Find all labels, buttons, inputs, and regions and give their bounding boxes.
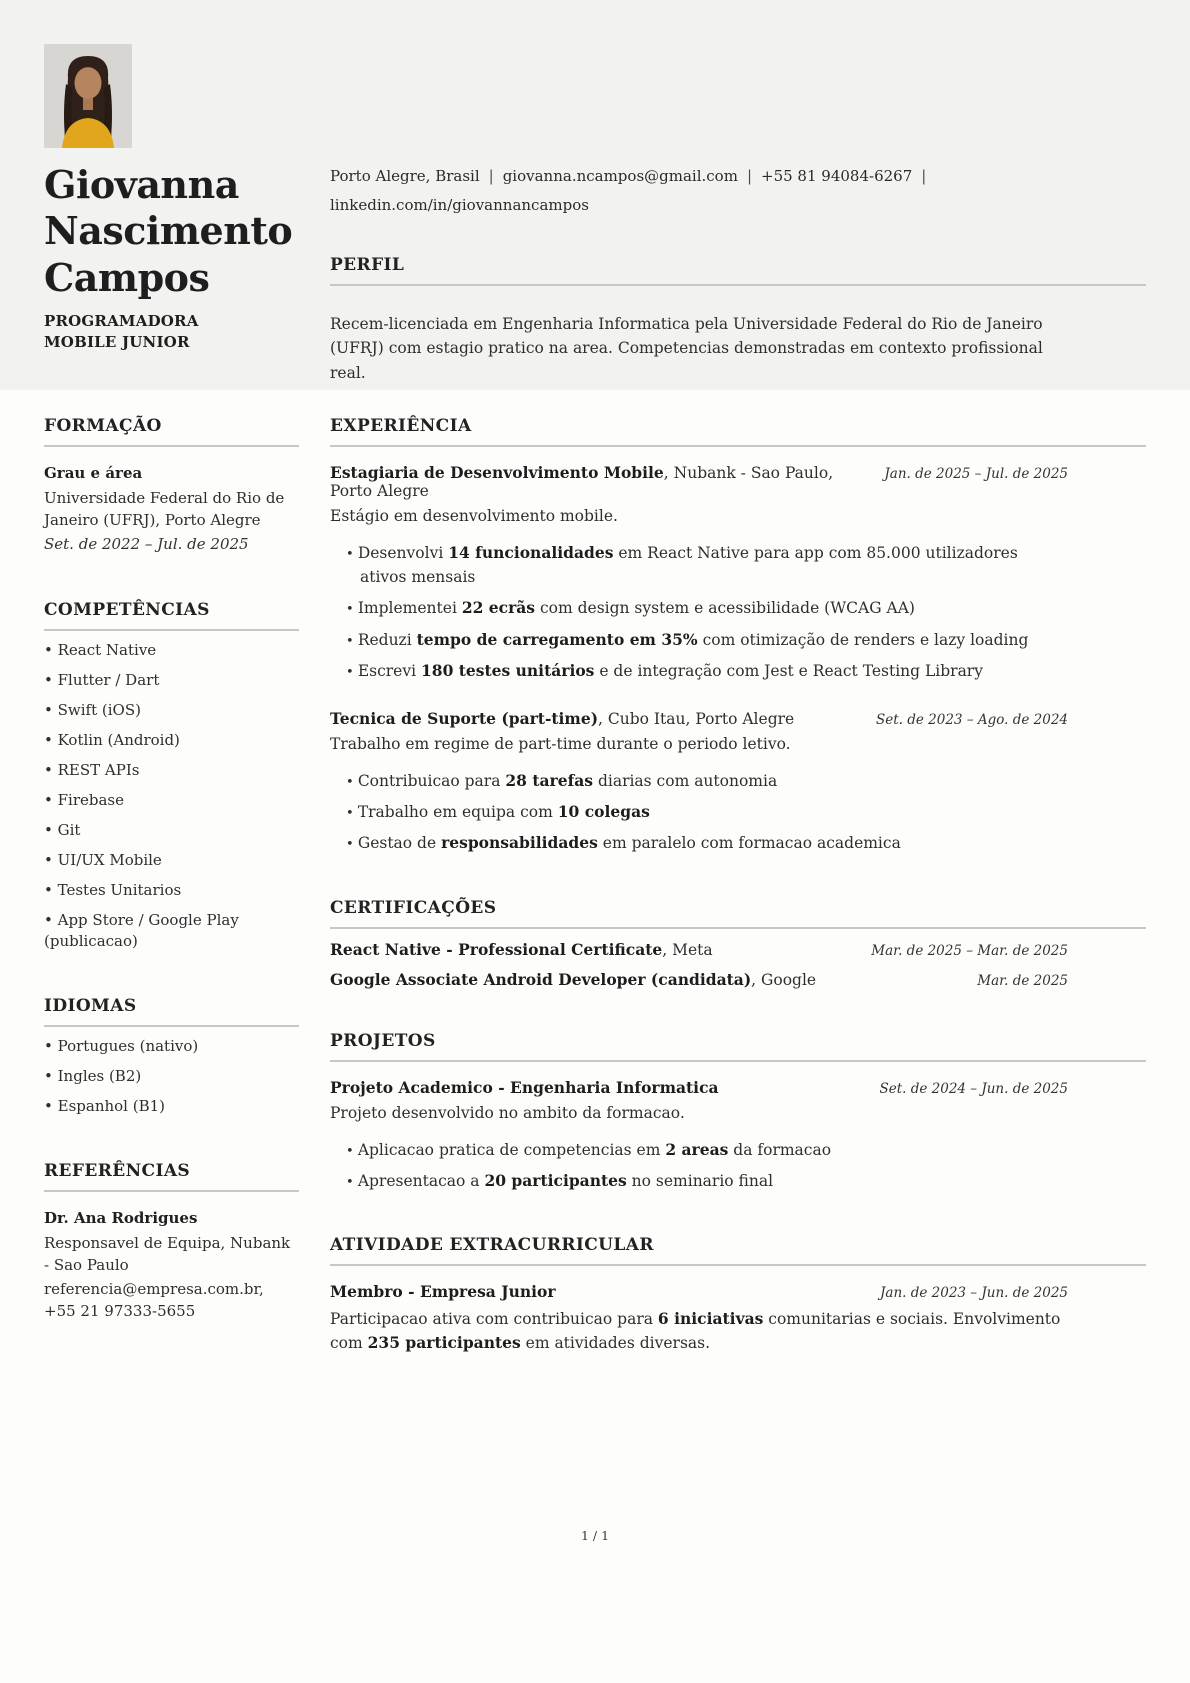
skill-item: • Swift (iOS) [44,700,299,721]
section-divider [44,1025,299,1027]
reference-entry [44,1208,299,1323]
entry [330,940,1068,959]
section-projetos [330,1031,1146,1194]
entry-dates: Mar. de 2025 [977,972,1068,989]
header-identity [44,44,330,390]
section-idiomas [44,996,299,1117]
reference-role: Responsavel de Equipa, Nubank - Sao Paulo [44,1233,291,1274]
entry-header [330,709,1068,728]
section-referencias [44,1161,299,1323]
entry-paragraph: Participacao ativa com contribuicao para 6 iniciativas comunitarias e sociais. Envolvimento com 235 participantes em atividades diversas. [330,1309,1061,1353]
contact-separator: | [921,167,927,185]
language-item: • Portugues (nativo) [44,1036,299,1057]
section-perfil [330,255,1146,386]
reference-contact: referencia@empresa.com.br, +55 21 97333-5655 [44,1280,264,1320]
section-certificacoes [330,898,1146,989]
section-atividade [330,1235,1146,1355]
education-school: Universidade Federal do Rio de Janeiro (UFRJ), Porto Alegre [44,488,285,529]
section-divider [330,445,1146,447]
entry [330,970,1068,989]
section-divider [330,284,1146,286]
education-degree: Grau e área [44,464,143,482]
skill-item: • REST APIs [44,760,299,781]
entry [330,709,1068,856]
contact-linkedin: linkedin.com/in/giovannancampos [330,196,589,215]
section-divider [44,445,299,447]
entry-header [330,463,1068,500]
entry-description: Projeto desenvolvido no ambito da formacao. [330,1103,685,1122]
section-heading-competencias: COMPETÊNCIAS [44,600,210,620]
profile-summary: Recem-licenciada em Engenharia Informatica pela Universidade Federal do Rio de Janeiro (UFRJ) com estagio pratico na area. Competencias demonstradas em contexto profissional real. [330,314,1043,383]
section-divider [330,927,1146,929]
bullet-item: • Desenvolvi 14 funcionalidades em React Native para app com 85.000 utilizadores ativos mensais [346,541,1068,589]
skill-item: • Kotlin (Android) [44,730,299,751]
profile-photo-illustration [44,44,132,148]
section-heading-experiencia: EXPERIÊNCIA [330,416,472,436]
bullet-item: • Implementei 22 ecrãs com design system e acessibilidade (WCAG AA) [346,596,1068,620]
profile-photo [44,44,132,148]
entry-header [330,1078,1068,1097]
entry-dates: Set. de 2023 – Ago. de 2024 [876,711,1068,728]
section-formacao [44,416,299,556]
contact-separator: | [746,167,752,185]
header-right-column [330,44,1146,390]
skill-item: • Firebase [44,790,299,811]
content-columns [0,390,1190,1355]
activity-entries [330,1282,1146,1355]
reference-name: Dr. Ana Rodrigues [44,1209,198,1227]
entry-dates: Set. de 2024 – Jun. de 2025 [879,1080,1068,1097]
entry-bullets [330,541,1068,683]
education-entry [44,463,299,556]
header-band [0,0,1190,390]
section-divider [44,1190,299,1192]
section-divider [330,1060,1146,1062]
entry-title: Projeto Academico - Engenharia Informatica [330,1077,719,1097]
experience-entries [330,463,1146,856]
entry-description: Trabalho em regime de part-time durante o periodo letivo. [330,734,791,753]
sidebar [44,390,299,1355]
main-column [330,390,1146,1355]
entry-header [330,1282,1068,1301]
entry-header [330,940,1068,959]
skill-item: • Git [44,820,299,841]
bullet-item: • Apresentacao a 20 participantes no seminario final [346,1169,1068,1193]
section-heading-projetos: PROJETOS [330,1030,436,1051]
entry-title: Membro - Empresa Junior [330,1282,556,1302]
section-heading-referencias: REFERÊNCIAS [44,1161,191,1181]
project-entries [330,1078,1146,1194]
entry-bullets [330,769,1068,855]
entry [330,1078,1068,1194]
skill-item: • Flutter / Dart [44,670,299,691]
entry [330,463,1068,683]
entry-dates: Jan. de 2023 – Jun. de 2025 [879,1285,1068,1302]
entry-description: Estágio em desenvolvimento mobile. [330,507,618,525]
section-heading-perfil: PERFIL [330,254,405,275]
skills-list [44,640,299,952]
languages-list [44,1036,299,1117]
section-divider [330,1264,1146,1266]
contact-line [330,162,1146,191]
bullet-item: • Escrevi 180 testes unitários e de integração com Jest e React Testing Library [346,659,1068,683]
entry-header [330,970,1068,989]
contact-info [330,162,1146,221]
section-heading-formacao: FORMAÇÃO [44,416,162,436]
entry-dates: Mar. de 2025 – Mar. de 2025 [871,942,1068,959]
language-item: • Ingles (B2) [44,1066,299,1087]
section-heading-idiomas: IDIOMAS [44,996,137,1016]
entry [330,1282,1068,1355]
candidate-name: Giovanna Nascimento Campos [44,162,293,300]
contact-segment: giovanna.ncampos@gmail.com [502,167,738,185]
entry-bullets [330,1138,1068,1193]
bullet-item: • Trabalho em equipa com 10 colegas [346,800,1068,824]
bullet-item: • Gestao de responsabilidades em paralelo com formacao academica [346,831,1068,855]
bullet-item: • Reduzi tempo de carregamento em 35% com otimização de renders e lazy loading [346,628,1068,652]
skill-item: • App Store / Google Play (publicacao) [44,910,299,952]
entry-title: React Native - Professional Certificate, Meta [330,939,713,959]
entry-dates: Jan. de 2025 – Jul. de 2025 [884,466,1068,482]
certification-entries [330,940,1146,989]
page-indicator: 1 / 1 [580,1528,610,1543]
contact-segment: +55 81 94084-6267 [761,167,913,185]
skill-item: • Testes Unitarios [44,880,299,901]
candidate-role: PROGRAMADORA MOBILE JUNIOR [44,312,199,352]
entry-title: Estagiaria de Desenvolvimento Mobile, Nubank - Sao Paulo, Porto Alegre [330,463,834,500]
section-heading-atividade: ATIVIDADE EXTRACURRICULAR [330,1235,654,1256]
skill-item: • UI/UX Mobile [44,850,299,871]
language-item: • Espanhol (B1) [44,1096,299,1117]
section-competencias [44,600,299,952]
section-divider [44,629,299,631]
section-heading-certificacoes: CERTIFICAÇÕES [330,897,497,918]
contact-separator: | [488,167,494,185]
entry-title: Google Associate Android Developer (candidata), Google [330,969,817,989]
contact-segment: Porto Alegre, Brasil [330,167,480,185]
skill-item: • React Native [44,640,299,661]
entry-title: Tecnica de Suporte (part-time), Cubo Itau, Porto Alegre [330,708,795,728]
bullet-item: • Aplicacao pratica de competencias em 2 areas da formacao [346,1138,1068,1162]
bullet-item: • Contribuicao para 28 tarefas diarias com autonomia [346,769,1068,793]
section-experiencia [330,416,1146,856]
education-dates: Set. de 2022 – Jul. de 2025 [44,535,249,554]
